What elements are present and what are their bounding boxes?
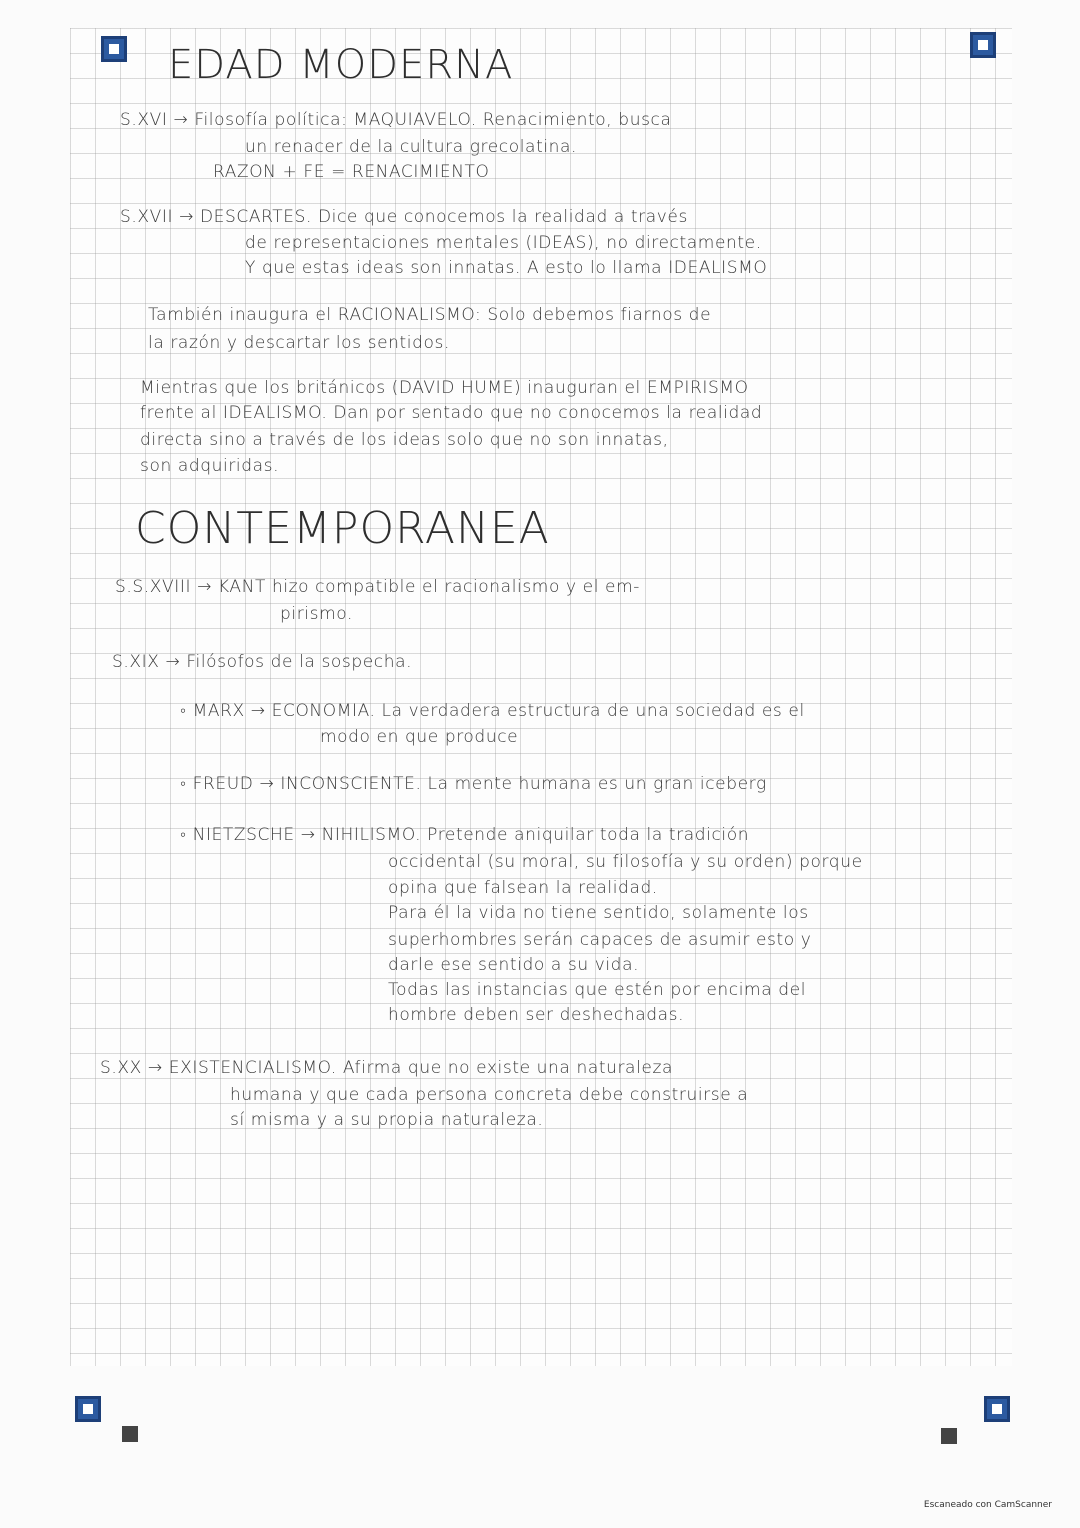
note-line: frente al IDEALISMO. Dan por sentado que no conocemos la realidad	[140, 403, 763, 423]
scanner-watermark: Escaneado con CamScanner	[923, 1500, 1052, 1510]
note-line: RAZON + FE = RENACIMIENTO	[213, 162, 490, 182]
note-line: S.XVI → Filosofía política: MAQUIAVELO. Renacimiento, busca	[120, 110, 672, 130]
note-line: superhombres serán capaces de asumir esto y	[388, 930, 812, 950]
note-line: Y que estas ideas son innatas. A esto lo llama IDEALISMO	[245, 258, 768, 278]
note-line: ◦ FREUD → INCONSCIENTE. La mente humana es un gran iceberg	[180, 774, 767, 794]
corner-marker-top-right	[970, 32, 996, 58]
corner-marker-top-left	[101, 36, 127, 62]
note-line: darle ese sentido a su vida.	[388, 955, 640, 975]
note-line: occidental (su moral, su filosofía y su orden) porque	[388, 852, 863, 872]
note-line: S.XIX → Filósofos de la sospecha.	[112, 652, 413, 672]
note-line: un renacer de la cultura grecolatina.	[245, 137, 578, 157]
note-line: sí misma y a su propia naturaleza.	[230, 1110, 544, 1130]
note-line: Para él la vida no tiene sentido, solamente los	[388, 903, 809, 923]
heading-edad-moderna: EDAD MODERNA	[168, 42, 514, 88]
note-line: Todas las instancias que estén por encima del	[388, 980, 807, 1000]
note-line: de representaciones mentales (IDEAS), no directamente.	[245, 233, 762, 253]
note-line: modo en que produce	[320, 727, 519, 747]
note-line: pirismo.	[280, 604, 353, 624]
note-line: opina que falsean la realidad.	[388, 878, 658, 898]
corner-marker-bottom-left	[75, 1396, 101, 1422]
corner-marker-bottom-right	[984, 1396, 1010, 1422]
note-line: S.XVII → DESCARTES. Dice que conocemos la realidad a través	[120, 207, 688, 227]
scan-mark	[122, 1426, 138, 1442]
note-line: directa sino a través de los ideas solo que no son innatas,	[140, 430, 669, 450]
heading-contemporanea: CONTEMPORANEA	[135, 503, 550, 554]
note-line: la razón y descartar los sentidos.	[148, 333, 450, 353]
note-line: hombre deben ser deshechadas.	[388, 1005, 685, 1025]
grid-paper	[70, 28, 1012, 1366]
note-line: ◦ NIETZSCHE → NIHILISMO. Pretende aniquilar toda la tradición	[180, 825, 750, 845]
note-line: son adquiridas.	[140, 456, 280, 476]
note-line: humana y que cada persona concreta debe construirse a	[230, 1085, 749, 1105]
scan-mark	[941, 1428, 957, 1444]
note-line: También inaugura el RACIONALISMO: Solo debemos fiarnos de	[148, 305, 712, 325]
note-line: ◦ MARX → ECONOMIA. La verdadera estructura de una sociedad es el	[180, 701, 805, 721]
note-line: Mientras que los británicos (DAVID HUME) inauguran el EMPIRISMO	[140, 378, 749, 398]
note-line: S.XX → EXISTENCIALISMO. Afirma que no existe una naturaleza	[100, 1058, 673, 1078]
note-line: S.S.XVIII → KANT hizo compatible el racionalismo y el em-	[115, 577, 640, 597]
